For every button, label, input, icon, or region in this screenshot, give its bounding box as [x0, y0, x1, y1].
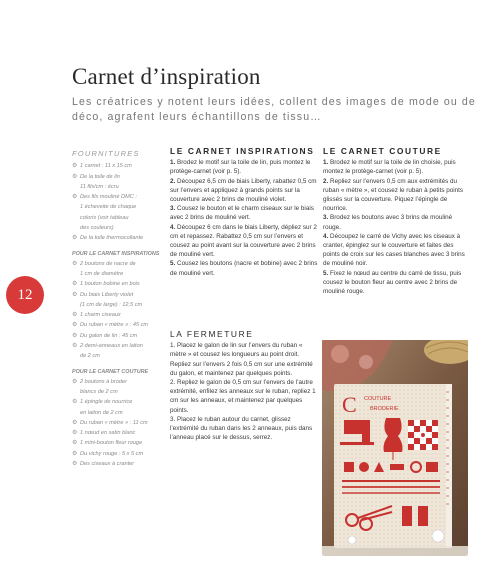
supply-item: ⚙ 1 charm ciseaux	[72, 310, 164, 320]
supply-item: ⚙ 1 nœud en satin blanc	[72, 428, 164, 438]
step-text: Découpez 6 cm dans le biais Liberty, dépliez sur 2 cm et repassez. Rabattez 0,5 cm sur l’envers et cousez au point avant sur la couverture avec 2 brins de mouliné vert.	[170, 223, 317, 259]
couture-steps	[323, 158, 471, 296]
instruction-step	[170, 341, 318, 378]
white-button	[432, 530, 444, 542]
supply-item: ⚙ 1 carnet : 11 x 15 cm	[72, 161, 164, 171]
supply-item: de 2 cm	[80, 353, 100, 360]
step-number: 4.	[323, 232, 329, 240]
step-number: 4.	[170, 223, 176, 231]
white-button-2	[348, 536, 356, 544]
supply-item: ⚙ 1 épingle de nourrice	[72, 397, 164, 407]
instruction-step	[170, 158, 318, 176]
step-number: 2.	[170, 379, 176, 387]
supply-item: ⚙ Des ciseaux à cranter	[72, 459, 164, 469]
supply-item: ⚙ 2 demi-anneaux en laiton	[72, 341, 164, 351]
step-text: Fixez le nœud au centre du carré de tissu, puis cousez le bouton fleur au centre avec 2 brins de mouliné rouge.	[323, 269, 462, 296]
couture-heading: LE CARNET COUTURE	[323, 146, 442, 156]
step-number: 5.	[170, 260, 176, 268]
supply-item: 1 écheveite de chaque	[80, 204, 137, 211]
step-text: Découpez le carré de Vichy avec les ciseaux à cranter, épinglez sur le couverture et faites des points de croix sur les cases blanches avec 3 brins de mouliné noir.	[323, 232, 465, 268]
step-text: Repliez le galon de 0,5 cm sur l’envers de l’autre extrémité, enfilez les anneaux sur le ruban, repliez 1 cm sur les anneaux, et maintenez par quelques points.	[170, 379, 316, 414]
supply-item: ⚙ Du ruban « mètre » : 11 cm	[72, 418, 164, 428]
supply-item: ⚙ Du biais Liberty violet	[72, 290, 164, 300]
supply-item: ⚙ 1 bouton bobine en bois	[72, 279, 164, 289]
supply-item: (1 cm de large) : 12,5 cm	[80, 301, 143, 308]
step-number: 1.	[323, 159, 329, 167]
supplies-heading: FOURNITURES	[72, 149, 140, 158]
embroidery-word-2: BRODERIE	[370, 406, 399, 412]
step-text: Brodez le motif sur la toile de lin choisie, puis montez le protège-carnet (voir p. 5).	[323, 159, 456, 176]
supplies-column	[72, 149, 164, 469]
instruction-step	[170, 415, 318, 443]
supply-item: ⚙ De la toile de lin	[72, 172, 164, 182]
supply-item: ⚙ 1 mini-bouton fleur rouge	[72, 438, 164, 448]
step-number: 2.	[323, 177, 329, 185]
supply-item: blancs de 2 cm	[80, 388, 118, 395]
supplies-general-list	[72, 161, 164, 243]
page-title: Carnet d’inspiration	[72, 64, 261, 89]
instruction-step	[170, 259, 318, 277]
supplies-carnet-subheading: POUR LE CARNET INSPIRATIONS	[72, 250, 160, 257]
supply-item: coloris (voir tableau	[80, 214, 129, 221]
step-text: Placez le galon de lin sur l’envers du ruban « mètre » et cousez les longueurs au point droit. Repliez sur l’envers 2 fois 0,5 cm sur une extrémité du galon, et maintenez par quelques points.	[170, 342, 313, 377]
supply-item: en laiton de 2 cm	[80, 409, 123, 416]
step-text: Brodez les boutons avec 3 brins de mouliné rouge.	[323, 214, 453, 231]
supply-item: ⚙ De la toile thermocollante	[72, 233, 164, 243]
page-number-badge	[6, 276, 44, 314]
supplies-carnet-list	[72, 259, 164, 362]
notebook-photo	[322, 340, 468, 556]
supply-item: ⚙ Du vichy rouge : 5 x 5 cm	[72, 449, 164, 459]
inspirations-heading: LE CARNET INSPIRATIONS	[170, 146, 315, 156]
page-number: 12	[17, 286, 33, 303]
step-text: Placez le ruban autour du carnet, glissez l’extrémité du ruban dans les 2 anneaux, puis dans l’anneau placé sur le dessus, serrez.	[170, 415, 313, 442]
inspirations-steps	[170, 158, 318, 278]
step-text: Repliez sur l’envers 0,5 cm aux extrémités du ruban « mètre », et cousez le ruban à petits points glissés sur la couverture. Piquez l’épingle de nourrice.	[323, 177, 464, 213]
step-number: 1.	[170, 342, 176, 350]
instruction-step	[323, 213, 471, 231]
step-number: 1.	[170, 159, 176, 167]
supply-item: des couleurs)	[80, 225, 114, 232]
instruction-step	[170, 204, 318, 222]
supply-item: ⚙ Des fils mouliné DMC :	[72, 192, 164, 202]
instruction-step	[170, 223, 318, 260]
inspirations-column	[170, 147, 318, 278]
fermeture-section	[170, 330, 318, 442]
fermeture-steps	[170, 341, 318, 442]
instruction-step	[323, 177, 471, 214]
step-text: Brodez le motif sur la toile de lin, puis montez le protège-carnet (voir p. 5).	[170, 159, 311, 176]
step-text: Cousez le bouton et le charm ciseaux sur le biais avec 2 brins de mouliné vert.	[170, 205, 314, 222]
fermeture-heading: LA FERMETURE	[170, 329, 254, 339]
step-number: 5.	[323, 269, 329, 277]
step-number: 3.	[170, 415, 176, 423]
supplies-couture-list	[72, 377, 164, 470]
gingham-patch	[408, 420, 438, 450]
embroidery-word-1: COUTURE	[364, 396, 392, 402]
supply-item: ⚙ 2 boutons de nacre de	[72, 259, 164, 269]
couture-column	[323, 147, 471, 296]
instruction-step	[170, 177, 318, 205]
step-number: 3.	[323, 214, 329, 222]
instruction-step	[323, 269, 471, 297]
supply-item: ⚙ Du ruban « mètre » : 45 cm	[72, 320, 164, 330]
monogram-c: C	[342, 392, 357, 417]
supply-item: ⚙ Du galon de lin : 45 cm	[72, 331, 164, 341]
supply-item: ⚙ 2 boutons à broder	[72, 377, 164, 387]
instruction-step	[323, 232, 471, 269]
page-subtitle: Les créatrices y notent leurs idées, collent des images de mode ou de déco, agrafent leurs échantillons de tissu…	[72, 96, 476, 123]
step-number: 3.	[170, 205, 176, 213]
supplies-couture-subheading: POUR LE CARNET COUTURE	[72, 368, 149, 375]
step-text: Découpez 6,5 cm de biais Liberty, rabattez 0,5 cm sur l’envers et appliquez à grands points sur la couverture avec 2 brins de mouliné violet.	[170, 177, 317, 204]
step-text: Cousez les boutons (nacre et bobine) avec 2 brins de mouliné vert.	[170, 260, 318, 277]
instruction-step	[170, 378, 318, 415]
instruction-step	[323, 158, 471, 176]
supply-item: 11 fils/cm : écru	[80, 183, 119, 190]
supply-item: 1 cm de diamètre	[80, 270, 124, 277]
step-number: 2.	[170, 177, 176, 185]
